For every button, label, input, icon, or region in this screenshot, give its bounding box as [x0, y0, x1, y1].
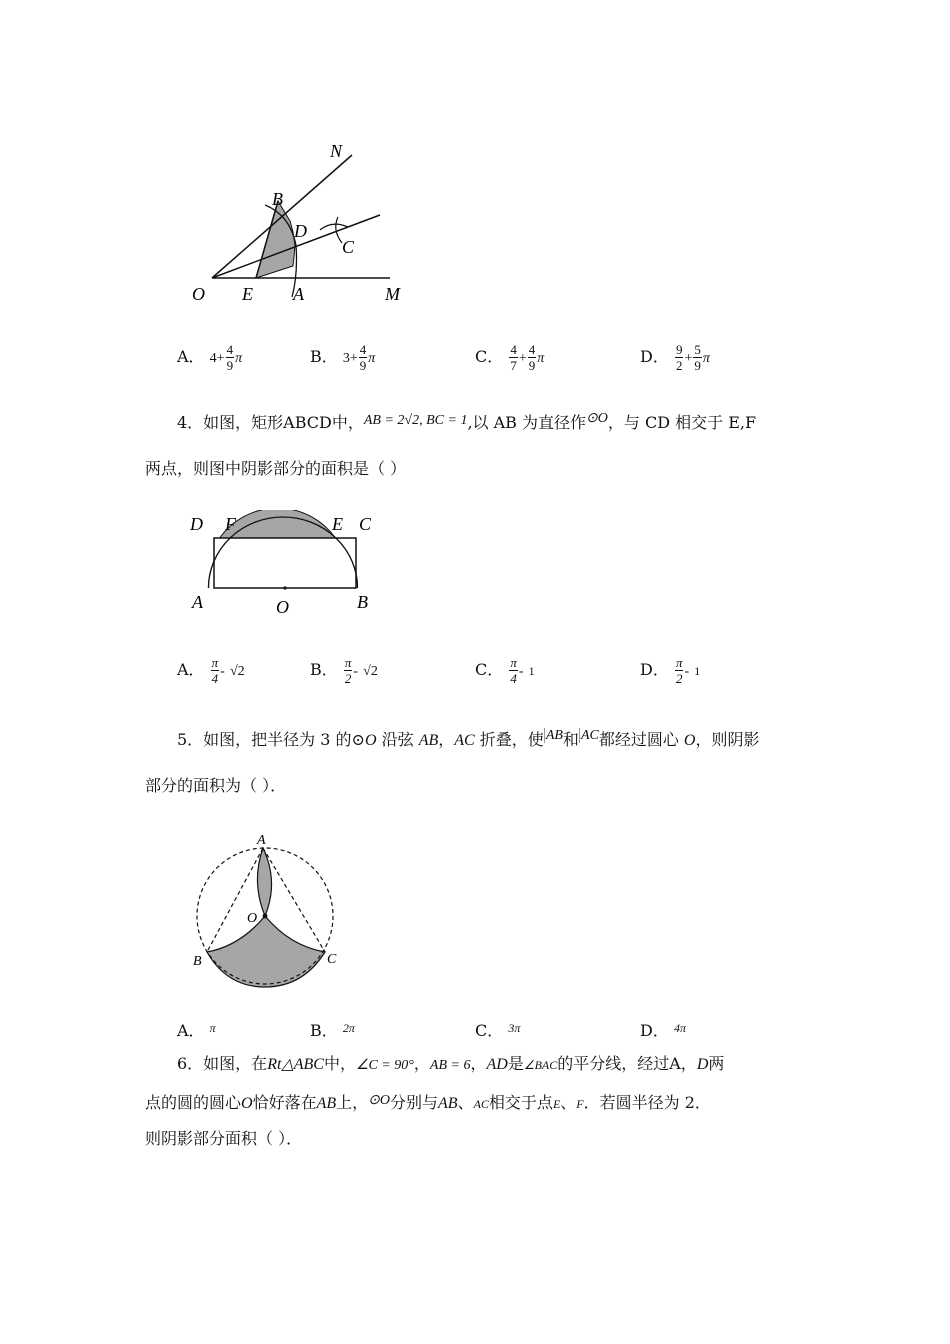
shaded-segment — [220, 510, 336, 538]
label-C: C — [359, 514, 372, 534]
label-E: E — [332, 514, 343, 534]
q5-line2: 部分的面积为（ ）． — [145, 776, 287, 795]
q4-line1: 4．如图，矩形ABCD中，AB = 2√2, BC = 1,以 AB 为直径作⊙O，与 CD 相交于 E,F — [177, 411, 757, 432]
q3-option-b[interactable]: B． 3+ $\frac{4}{9}$ π — [310, 342, 376, 373]
shaded-lens — [257, 848, 271, 916]
q5-option-b[interactable]: B． $^{2\pi}$ — [310, 1021, 355, 1040]
q4-option-d[interactable]: D． $\frac{\pi}{2}$ - 1 — [640, 655, 701, 686]
q3-option-c[interactable]: C． $\frac{4}{7}$ + $\frac{4}{9}$ π — [475, 342, 545, 373]
rectangle-ABCD — [214, 538, 356, 588]
center-dot — [283, 586, 286, 589]
center-dot — [263, 914, 268, 919]
label-M: M — [385, 284, 400, 304]
label-O: O — [276, 597, 289, 617]
label-C: C — [327, 952, 337, 967]
q5-option-c[interactable]: C． $^{3\pi}$ — [475, 1021, 521, 1040]
label-O: O — [247, 911, 258, 926]
label-A: A — [257, 833, 266, 848]
q6-line1: 6．如图，在Rt△ABC中，∠C = 90°，AB = 6，AD是∠BAC的平分线，经过A，D两 — [177, 1054, 725, 1073]
q5-option-a[interactable]: A． $^\pi$ — [177, 1021, 216, 1040]
label-A: A — [293, 284, 304, 304]
q4-option-a[interactable]: A． $\frac{\pi}{4}$ - √2 — [177, 655, 245, 686]
figure-q3 — [180, 135, 420, 310]
q3-option-d[interactable]: D． $\frac{9}{2}$ + $\frac{5}{9}$ π — [640, 342, 710, 373]
q3-option-a[interactable]: A． 4+ $\frac{4}{9}$ π — [177, 342, 243, 373]
q4-option-c[interactable]: C． $\frac{\pi}{4}$ - 1 — [475, 655, 535, 686]
q5-line1: 5．如图，把半径为 3 的⊙O 沿弦 AB，AC 折叠，使 AB和 AC都经过圆心 O，则阴影 — [177, 728, 760, 749]
label-D: D — [294, 221, 307, 241]
label-N: N — [330, 141, 343, 161]
q4-option-b[interactable]: B． $\frac{\pi}{2}$ - √2 — [310, 655, 378, 686]
label-B: B — [272, 189, 283, 209]
label-O: O — [192, 284, 205, 304]
q4-line2: 两点，则图中阴影部分的面积是（ ） — [145, 459, 407, 478]
figure-q4 — [185, 510, 385, 620]
label-B: B — [357, 592, 368, 612]
shaded-bottom — [207, 916, 325, 987]
label-F: F — [225, 514, 236, 534]
q6-line2: 点的圆的圆心O恰好落在AB上，⊙O分别与AB、AC相交于点E、F．若圆半径为 2． — [145, 1093, 711, 1112]
shaded-region — [256, 201, 295, 278]
figure-q5 — [185, 830, 345, 990]
label-D: D — [190, 514, 203, 534]
q6-line3: 则阴影部分面积（ ）． — [145, 1129, 303, 1148]
label-A: A — [192, 592, 203, 612]
q5-option-d[interactable]: D． $^{4\pi}$ — [640, 1021, 686, 1040]
label-B: B — [193, 954, 202, 969]
label-C: C — [342, 237, 355, 257]
label-E: E — [242, 284, 253, 304]
